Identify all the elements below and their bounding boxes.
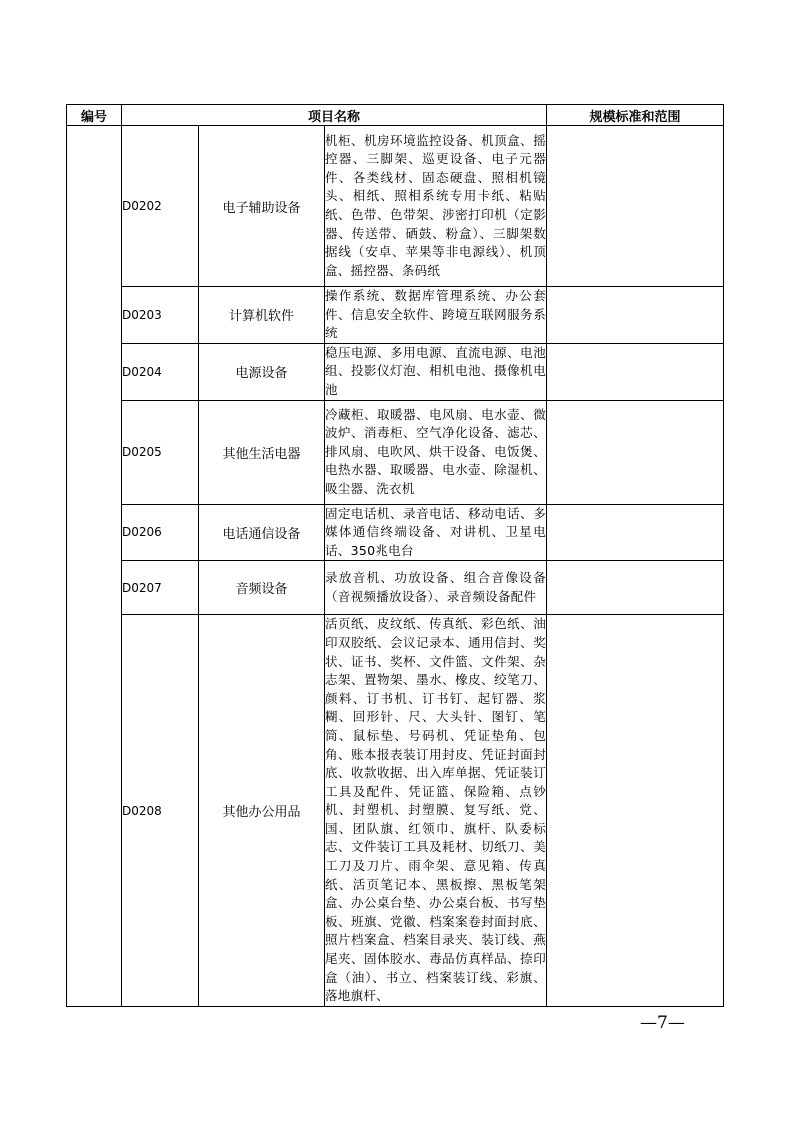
row-name: 其他生活电器 (199, 400, 325, 504)
row-desc: 录放音机、功放设备、组合音像设备（音视频播放设备）、录音频设备配件 (325, 561, 547, 615)
header-code: 编号 (67, 105, 122, 126)
row-desc: 操作系统、数据库管理系统、办公套件、信息安全软件、跨境互联网服务系统 (325, 287, 547, 344)
row-code: D0204 (122, 343, 199, 400)
row-name: 音频设备 (199, 561, 325, 615)
row-desc: 固定电话机、录音电话、移动电话、多媒体通信终端设备、对讲机、卫星电话、350兆电台 (325, 504, 547, 561)
row-code: D0202 (122, 126, 199, 287)
row-scale (547, 287, 724, 344)
code-blank-cell (67, 126, 122, 1007)
table-row (67, 126, 724, 287)
row-scale (547, 126, 724, 287)
row-scale (547, 504, 724, 561)
row-name: 电话通信设备 (199, 504, 325, 561)
table-row (67, 561, 724, 615)
row-scale (547, 400, 724, 504)
row-desc: 活页纸、皮纹纸、传真纸、彩色纸、油印双胶纸、会议记录本、通用信封、奖状、证书、奖杯、文件篮、文件架、杂志架、置物架、墨水、橡皮、绞笔刀、颜料、订书机、订书钉、起钉器、浆糊、回形针、尺、大头针、图钉、笔筒、鼠标垫、号码机、凭证垫角、包角、账本报表装订用封皮、凭证封面封底、收款收据、出入库单据、凭证装订工具及配件、凭证篮、保险箱、点钞机、封塑机、封塑膜、复写纸、党、国、团队旗、红领巾、旗杆、队委标志、文件装订工具及耗材、切纸刀、美工刀及刀片、雨伞架、意见箱、传真纸、活页笔记本、黑板擦、黑板笔架盒、办公桌台垫、办公桌台板、书写垫板、班旗、党徽、档案案卷封面封底、照片档案盒、档案目录夹、装订线、燕尾夹、固体胶水、毒品仿真样品、捺印盒（油）、书立、档案装订线、彩旗、落地旗杆、 (325, 615, 547, 1006)
table-row (67, 400, 724, 504)
row-name: 计算机软件 (199, 287, 325, 344)
row-name: 电源设备 (199, 343, 325, 400)
row-code: D0205 (122, 400, 199, 504)
row-desc: 机柜、机房环境监控设备、机顶盒、摇控器、三脚架、巡更设备、电子元器件、各类线材、固态硬盘、照相机镜头、相纸、照相系统专用卡纸、粘贴纸、色带、色带架、涉密打印机（定影器、传送带、硒鼓、粉盒）、三脚架数据线（安卓、苹果等非电源线）、机顶盒、摇控器、条码纸 (325, 126, 547, 287)
table-row (67, 504, 724, 561)
header-name: 项目名称 (122, 105, 547, 126)
row-desc: 冷藏柜、取暖器、电风扇、电水壶、微波炉、消毒柜、空气净化设备、滤芯、排风扇、电吹风、烘干设备、电饭煲、电热水器、取暖器、电水壶、除湿机、吸尘器、洗衣机 (325, 400, 547, 504)
table-row (67, 615, 724, 1006)
row-desc: 稳压电源、多用电源、直流电源、电池组、投影仪灯泡、相机电池、摄像机电池 (325, 343, 547, 400)
row-name: 其他办公用品 (199, 615, 325, 1006)
row-name: 电子辅助设备 (199, 126, 325, 287)
table-row (67, 343, 724, 400)
row-code: D0207 (122, 561, 199, 615)
row-scale (547, 615, 724, 1006)
table-row (67, 287, 724, 344)
row-code: D0203 (122, 287, 199, 344)
header-scale: 规模标准和范围 (547, 105, 724, 126)
row-scale (547, 343, 724, 400)
row-code: D0208 (122, 615, 199, 1006)
row-scale (547, 561, 724, 615)
row-code: D0206 (122, 504, 199, 561)
table-header-row (67, 105, 724, 126)
items-table (66, 104, 724, 1007)
page-number: —7— (640, 1013, 685, 1033)
